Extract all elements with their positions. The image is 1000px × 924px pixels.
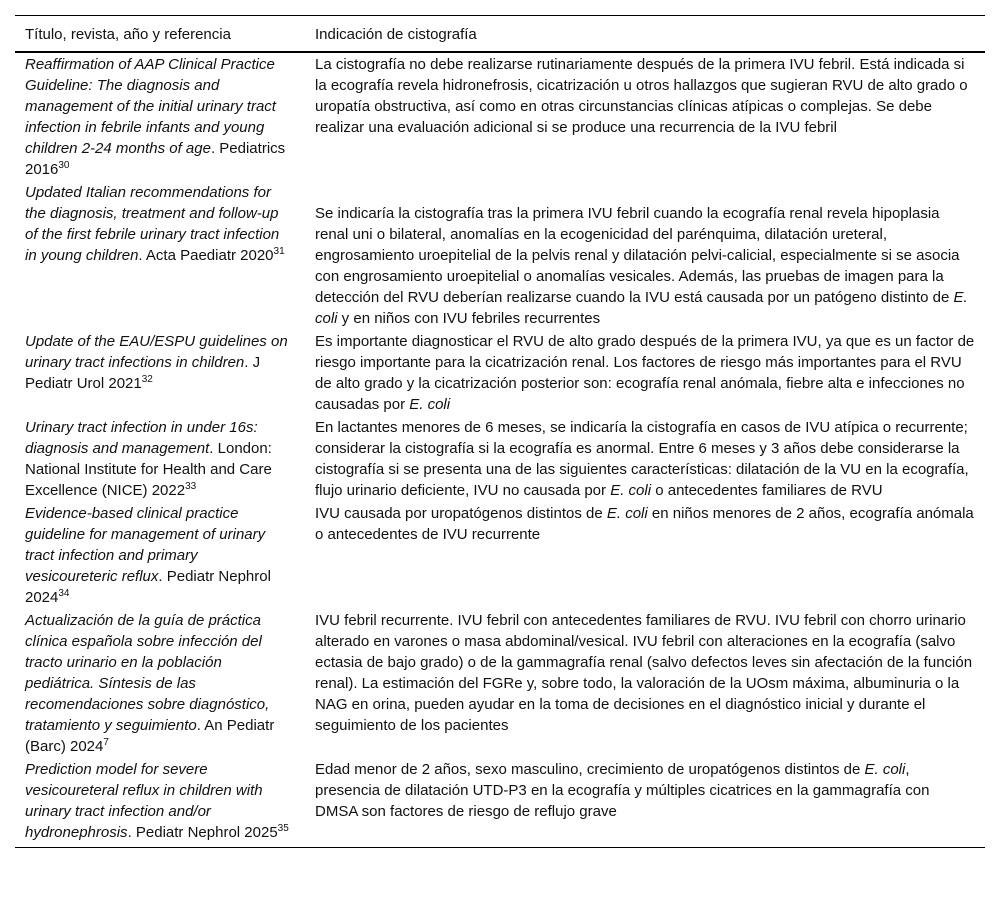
indication-cell [305, 416, 985, 502]
reference-cell [15, 609, 305, 758]
indication-text: o antecedentes familiares de RVU [651, 482, 883, 499]
reference-cell [15, 758, 305, 848]
guideline-title: Prediction model for severe vesicoureteral reflux in children with urinary tract infection and/or hydronephrosis [25, 761, 263, 841]
table-row [15, 181, 985, 330]
reference-number: 35 [277, 823, 289, 834]
indication-text: en niños menores de 2 años, ecografía anómala o antecedentes de IVU recurrente [315, 505, 974, 543]
journal-source: . London: National Institute for Health and Care Excellence (NICE) 2022 [25, 440, 272, 499]
indication-cell [305, 502, 985, 609]
guideline-title: Reaffirmation of AAP Clinical Practice Guideline: The diagnosis and management of the initial urinary tract infection in febrile infants and young children 2-24 months of age [25, 56, 276, 157]
indication-text: Es importante diagnosticar el RVU de alto grado después de la primera IVU, ya que es un factor de riesgo importante para la cicatrización renal. Los factores de riesgo más importantes para el RVU de alto grado y la cicatrización posterior son: ecografía renal anómala, fiebre alta e infecciones no causadas por [315, 333, 975, 413]
indication-text: En lactantes menores de 6 meses, se indicaría la cistografía en casos de IVU atípica o recurrente; considerar la cistografía si la ecografía es anormal. Entre 6 meses y 3 años debe considerarse la cistografía si se presenta una de las siguientes características: dilatación de la VU en la ecografía, flujo urinario deficiente, IVU no causada por [315, 419, 969, 499]
table-row [15, 416, 985, 502]
journal-source: . Acta Paediatr 2020 [138, 247, 274, 264]
reference-cell [15, 330, 305, 416]
reference-cell [15, 416, 305, 502]
reference-number: 7 [103, 737, 109, 748]
indication-text: Edad menor de 2 años, sexo masculino, crecimiento de uropatógenos distintos de [315, 761, 865, 778]
organism-name: E. coli [606, 505, 648, 522]
cystography-indications-table [15, 15, 985, 848]
table-row [15, 758, 985, 848]
guideline-title: Updated Italian recommendations for the diagnosis, treatment and follow-up of the first febrile urinary tract infection in young children [25, 184, 280, 264]
indication-cell [305, 758, 985, 848]
header-reference: Título, revista, año y referencia [25, 26, 231, 43]
reference-number: 30 [58, 160, 70, 171]
table-header-row [15, 16, 985, 53]
indication-text: y en niños con IVU febriles recurrentes [337, 310, 601, 327]
indication-text: IVU causada por uropatógenos distintos de [315, 505, 607, 522]
indication-text: IVU febril recurrente. IVU febril con antecedentes familiares de RVU. IVU febril con chorro urinario alterado en varones o masa abdominal/vesical. IVU febril con alteraciones en la ecografía (salvo ectasia de bajo grado) o de la gammagrafía renal (salvo defectos leves sin afectación de la función renal). La estimación del FGRe y, sobre todo, la valoración de la UOsm máxima, albuminuria o la NAG en orina, pueden ayudar en la toma de decisiones en el diagnóstico inicial y durante el seguimiento de los pacientes [315, 612, 973, 734]
journal-source: . Pediatr Nephrol 2025 [127, 824, 278, 841]
reference-cell [15, 502, 305, 609]
guideline-title: Urinary tract infection in under 16s: diagnosis and management [25, 419, 258, 457]
reference-number: 32 [141, 374, 153, 385]
reference-number: 31 [273, 246, 285, 257]
organism-name: E. coli [409, 396, 451, 413]
reference-cell [15, 181, 305, 330]
indication-text: Se indicaría la cistografía tras la primera IVU febril cuando la ecografía renal revela hipoplasia renal uni o bilateral, anomalías en la ecogenicidad del parénquima, dilatación ureteral, engrosamiento uroepitelial de la pelvis renal y dilatación pelvi-calicial, especialmente si se asocia con engrosamiento uroepitelial o anomalías vesicales. Además, las pruebas de imagen para la detección del RVU deberían realizarse cuando la IVU está causada por un patógeno distinto de [315, 205, 960, 306]
organism-name: E. coli [315, 289, 968, 327]
guideline-title: Actualización de la guía de práctica clínica española sobre infección del tracto urinario en la población pediátrica. Síntesis de las recomendaciones sobre diagnóstico, tratamiento y seguimiento [25, 612, 270, 734]
table-row [15, 52, 985, 181]
journal-source: . An Pediatr (Barc) 2024 [25, 717, 275, 755]
organism-name: E. coli [864, 761, 906, 778]
header-indication: Indicación de cistografía [315, 26, 477, 43]
indication-cell [305, 330, 985, 416]
indication-cell [305, 181, 985, 330]
table-row [15, 330, 985, 416]
organism-name: E. coli [610, 482, 652, 499]
indication-cell [305, 52, 985, 181]
indication-text: , presencia de dilatación UTD-P3 en la ecografía y múltiples cicatrices en la gammagrafía con DMSA son factores de riesgo de reflujo grave [315, 761, 930, 820]
reference-number: 34 [58, 588, 70, 599]
journal-source: . Pediatr Nephrol 2024 [25, 568, 271, 606]
table-row [15, 502, 985, 609]
guideline-title: Update of the EAU/ESPU guidelines on urinary tract infections in children [25, 333, 288, 371]
table-row [15, 609, 985, 758]
reference-number: 33 [185, 481, 197, 492]
journal-source: . J Pediatr Urol 2021 [25, 354, 261, 392]
reference-cell [15, 52, 305, 181]
indication-cell [305, 609, 985, 758]
indication-text: La cistografía no debe realizarse rutinariamente después de la primera IVU febril. Está indicada si la ecografía revela hidronefrosis, cicatrización u otros hallazgos que sugieran RVU de alto grado o uropatía obstructiva, así como en otras circunstancias clínicas atípicas o complejas. Se debe realizar una evaluación adicional si se produce una recurrencia de la IVU febril [315, 56, 968, 136]
guideline-title: Evidence-based clinical practice guideline for management of urinary tract infection and primary vesicoureteric reflux [25, 505, 266, 585]
journal-source: . Pediatrics 2016 [25, 140, 286, 178]
